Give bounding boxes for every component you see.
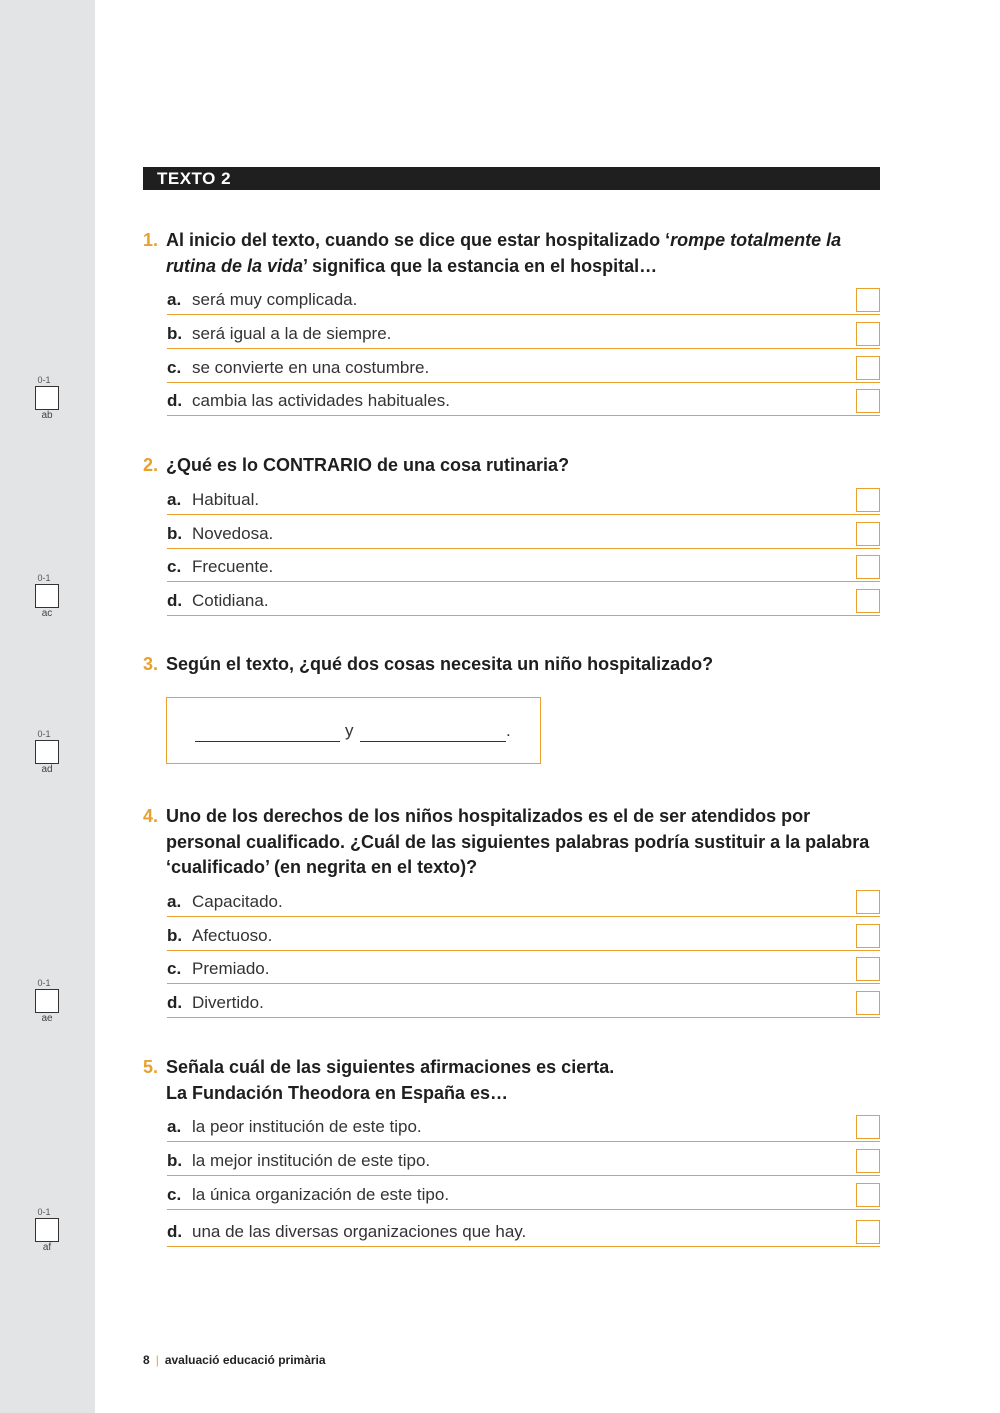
option-text: será igual a la de siempre. — [192, 324, 392, 343]
option-checkbox[interactable] — [856, 555, 880, 579]
score-code: ac — [41, 608, 53, 619]
option-text: Capacitado. — [192, 892, 283, 911]
option-text: se convierte en una costumbre. — [192, 358, 430, 377]
option-letter: b. — [167, 524, 183, 543]
option-letter: d. — [167, 993, 183, 1012]
question-text: Al inicio del texto, cuando se dice que estar hospitalizado ‘rompe totalmente la rutina de la vida’ significa que la estancia en el hospital… — [166, 230, 842, 276]
option-checkbox[interactable] — [856, 1149, 880, 1173]
option-text: Habitual. — [192, 490, 260, 509]
option-text: cambia las actividades habituales. — [192, 391, 450, 410]
option-d — [167, 1221, 880, 1247]
option-checkbox[interactable] — [856, 356, 880, 380]
footer-separator: | — [155, 1353, 159, 1367]
option-letter: a. — [167, 490, 182, 509]
option-letter: c. — [167, 959, 182, 978]
option-b — [167, 925, 880, 951]
option-checkbox[interactable] — [856, 1220, 880, 1244]
question-text: Uno de los derechos de los niños hospitalizados es el de ser atendidos por personal cualificado. ¿Cuál de las siguientes palabras podría sustituir a la palabra ‘cualificado’ (en negrita en el texto)? — [166, 806, 870, 877]
option-checkbox[interactable] — [856, 1115, 880, 1139]
question-number: 3. — [143, 654, 159, 674]
option-b — [167, 323, 880, 349]
option-letter: c. — [167, 358, 182, 377]
score-code: ab — [41, 410, 53, 421]
score-checkbox[interactable] — [35, 386, 59, 410]
question-1 — [143, 228, 883, 410]
score-ac — [35, 573, 61, 620]
left-margin-strip — [0, 0, 95, 1413]
score-range: 0-1 — [37, 1207, 51, 1217]
question-text-line-1: Señala cuál de las siguientes afirmaciones es cierta. — [166, 1057, 615, 1077]
option-checkbox[interactable] — [856, 957, 880, 981]
score-code: ae — [41, 1013, 53, 1024]
option-c — [167, 357, 880, 383]
option-checkbox[interactable] — [856, 924, 880, 948]
answer-blank-2[interactable] — [360, 741, 506, 742]
option-b — [167, 1150, 880, 1176]
question-5 — [143, 1055, 883, 1241]
option-a — [167, 489, 880, 515]
answer-blank-1[interactable] — [195, 741, 340, 742]
question-quote: rompe totalmente la rutina de la vida — [166, 230, 842, 276]
score-code: af — [42, 1242, 52, 1253]
option-b — [167, 523, 880, 549]
option-letter: c. — [167, 557, 182, 576]
option-text: la única organización de este tipo. — [192, 1185, 450, 1204]
score-range: 0-1 — [37, 729, 51, 739]
option-checkbox[interactable] — [856, 288, 880, 312]
option-checkbox[interactable] — [856, 322, 880, 346]
section-title: TEXTO 2 — [143, 167, 880, 190]
option-d — [167, 992, 880, 1018]
option-d — [167, 590, 880, 616]
score-ae — [35, 978, 61, 1025]
answer-connector: y — [345, 721, 354, 740]
question-2 — [143, 453, 883, 610]
option-c — [167, 958, 880, 984]
score-checkbox[interactable] — [35, 584, 59, 608]
answer-end-punct: . — [506, 721, 511, 740]
option-text: Divertido. — [192, 993, 264, 1012]
option-letter: b. — [167, 926, 183, 945]
score-code: ad — [41, 764, 53, 775]
footer-title: avaluació educació primària — [164, 1353, 326, 1367]
question-4 — [143, 804, 883, 1012]
score-checkbox[interactable] — [35, 1218, 59, 1242]
score-af — [35, 1207, 61, 1254]
score-range: 0-1 — [37, 375, 51, 385]
option-letter: a. — [167, 290, 182, 309]
option-text: Afectuoso. — [192, 926, 273, 945]
option-checkbox[interactable] — [856, 991, 880, 1015]
option-text: Frecuente. — [192, 557, 274, 576]
option-c — [167, 556, 880, 582]
option-letter: b. — [167, 1151, 183, 1170]
question-text-line-2: La Fundación Theodora en España es… — [166, 1082, 509, 1103]
page-number: 8 — [143, 1353, 150, 1367]
option-letter: a. — [167, 892, 182, 911]
option-a — [167, 1116, 880, 1142]
question-number: 1. — [143, 230, 159, 250]
answer-box — [166, 697, 541, 764]
option-letter: b. — [167, 324, 183, 343]
score-ab — [35, 375, 61, 422]
option-text: Premiado. — [192, 959, 270, 978]
option-d — [167, 390, 880, 416]
question-text: ¿Qué es lo CONTRARIO de una cosa rutinaria? — [166, 455, 570, 475]
option-checkbox[interactable] — [856, 1183, 880, 1207]
question-3 — [143, 652, 883, 678]
score-ad — [35, 729, 61, 776]
question-number: 4. — [143, 806, 159, 826]
option-c — [167, 1184, 880, 1210]
option-a — [167, 891, 880, 917]
score-checkbox[interactable] — [35, 989, 59, 1013]
option-letter: d. — [167, 391, 183, 410]
question-text: Según el texto, ¿qué dos cosas necesita un niño hospitalizado? — [166, 654, 714, 674]
option-checkbox[interactable] — [856, 522, 880, 546]
option-text: Cotidiana. — [192, 591, 269, 610]
option-text: Novedosa. — [192, 524, 274, 543]
page-footer — [143, 1353, 326, 1367]
option-letter: d. — [167, 591, 183, 610]
score-range: 0-1 — [37, 573, 51, 583]
option-text: la peor institución de este tipo. — [192, 1117, 422, 1136]
question-number: 5. — [143, 1057, 159, 1077]
option-letter: a. — [167, 1117, 182, 1136]
option-checkbox[interactable] — [856, 890, 880, 914]
option-checkbox[interactable] — [856, 389, 880, 413]
option-letter: d. — [167, 1222, 183, 1241]
option-a — [167, 289, 880, 315]
option-checkbox[interactable] — [856, 488, 880, 512]
score-checkbox[interactable] — [35, 740, 59, 764]
question-number: 2. — [143, 455, 159, 475]
option-letter: c. — [167, 1185, 182, 1204]
option-text: será muy complicada. — [192, 290, 358, 309]
option-text: una de las diversas organizaciones que hay. — [192, 1222, 527, 1241]
option-checkbox[interactable] — [856, 589, 880, 613]
score-range: 0-1 — [37, 978, 51, 988]
option-text: la mejor institución de este tipo. — [192, 1151, 431, 1170]
